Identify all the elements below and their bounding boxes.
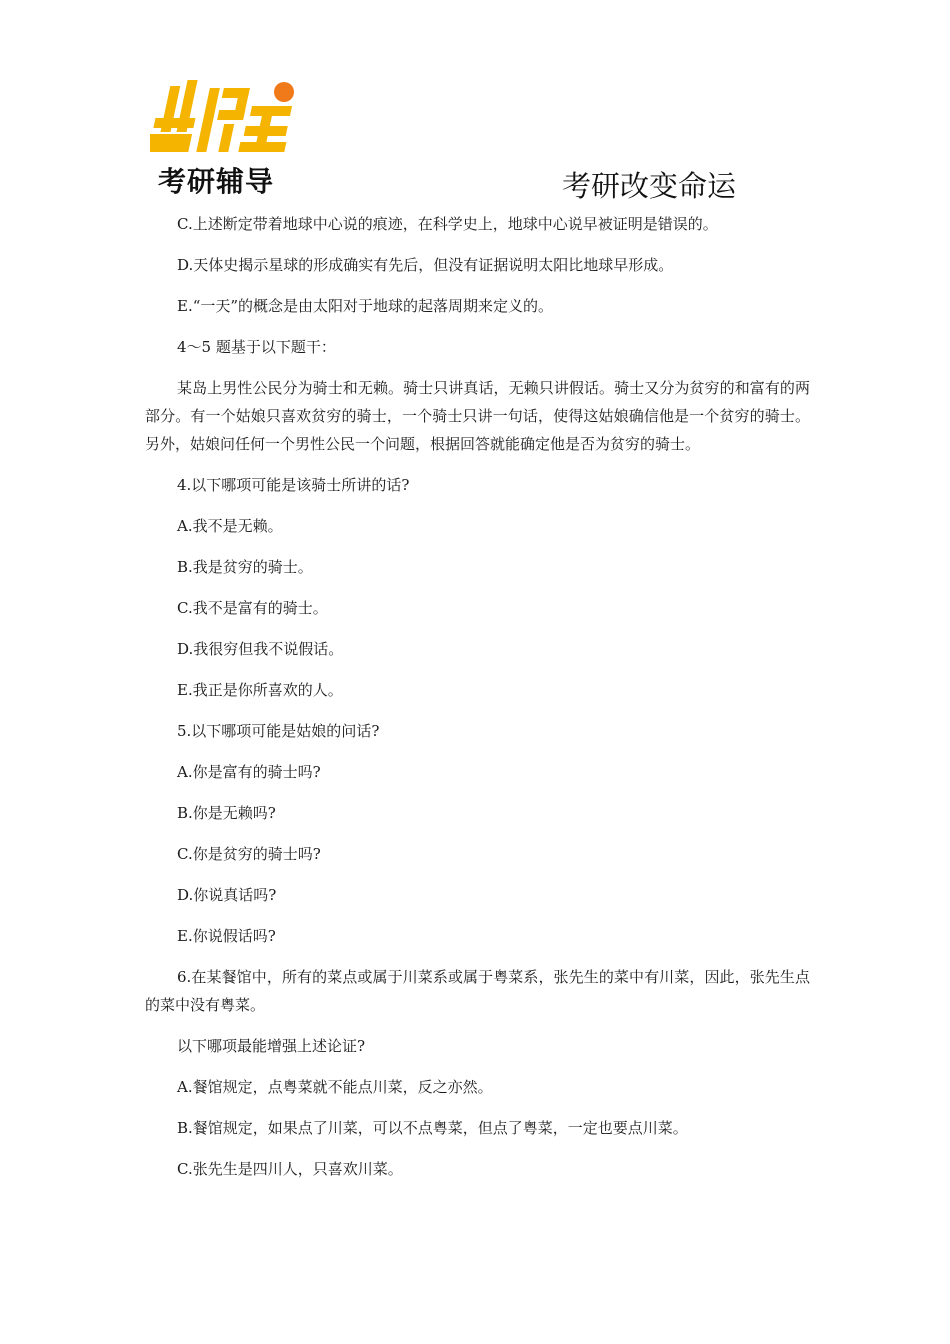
header-slogan: 考研改变命运: [562, 169, 737, 203]
answer-option: D.我很穷但我不说假话。: [177, 640, 344, 658]
answer-option: E.你说假话吗?: [177, 927, 276, 945]
document-body: [145, 210, 810, 1183]
question-title: 6.在某餐馆中，所有的菜点或属于川菜系或属于粤菜系，张先生的菜中有川菜，因此，张先生点的菜中没有粤菜。: [145, 968, 810, 1014]
question-stem: 某岛上男性公民分为骑士和无赖。骑士只讲真话，无赖只讲假话。骑士又分为贫穷的和富有的两部分。有一个姑娘只喜欢贫穷的骑士，一个骑士只讲一句话，使得这姑娘确信他是一个贫穷的骑士。另外，姑娘问任何一个男性公民一个问题，根据回答就能确定他是否为贫穷的骑士。: [145, 379, 810, 453]
answer-option: E.我正是你所喜欢的人。: [177, 681, 343, 699]
answer-option: B.我是贫穷的骑士。: [177, 558, 313, 576]
question-title: 5.以下哪项可能是姑娘的问话?: [177, 722, 380, 740]
answer-option: B.餐馆规定，如果点了川菜，可以不点粤菜，但点了粤菜，一定也要点川菜。: [177, 1119, 688, 1137]
question-prompt: 以下哪项最能增强上述论证?: [177, 1037, 366, 1055]
section-intro: 4～5 题基于以下题干：: [177, 338, 336, 356]
answer-option: B.你是无赖吗?: [177, 804, 276, 822]
answer-option: D.你说真话吗?: [177, 886, 277, 904]
answer-option: C.上述断定带着地球中心说的痕迹，在科学史上，地球中心说早被证明是错误的。: [177, 215, 718, 233]
logo-mark-icon: [150, 78, 310, 158]
answer-option: D.天体史揭示星球的形成确实有先后，但没有证据说明太阳比地球早形成。: [177, 256, 674, 274]
answer-option: E.“一天”的概念是由太阳对于地球的起落周期来定义的。: [177, 297, 554, 315]
question-title: 4.以下哪项可能是该骑士所讲的话?: [177, 476, 410, 494]
answer-option: C.张先生是四川人，只喜欢川菜。: [177, 1160, 403, 1178]
brand-logo: [150, 78, 310, 198]
answer-option: A.你是富有的骑士吗?: [177, 763, 321, 781]
answer-option: C.你是贫穷的骑士吗?: [177, 845, 321, 863]
logo-text: 考研辅导: [158, 165, 275, 198]
answer-option: A.我不是无赖。: [177, 517, 283, 535]
answer-option: C.我不是富有的骑士。: [177, 599, 328, 617]
answer-option: A.餐馆规定，点粤菜就不能点川菜，反之亦然。: [177, 1078, 493, 1096]
page-header: [0, 0, 950, 210]
